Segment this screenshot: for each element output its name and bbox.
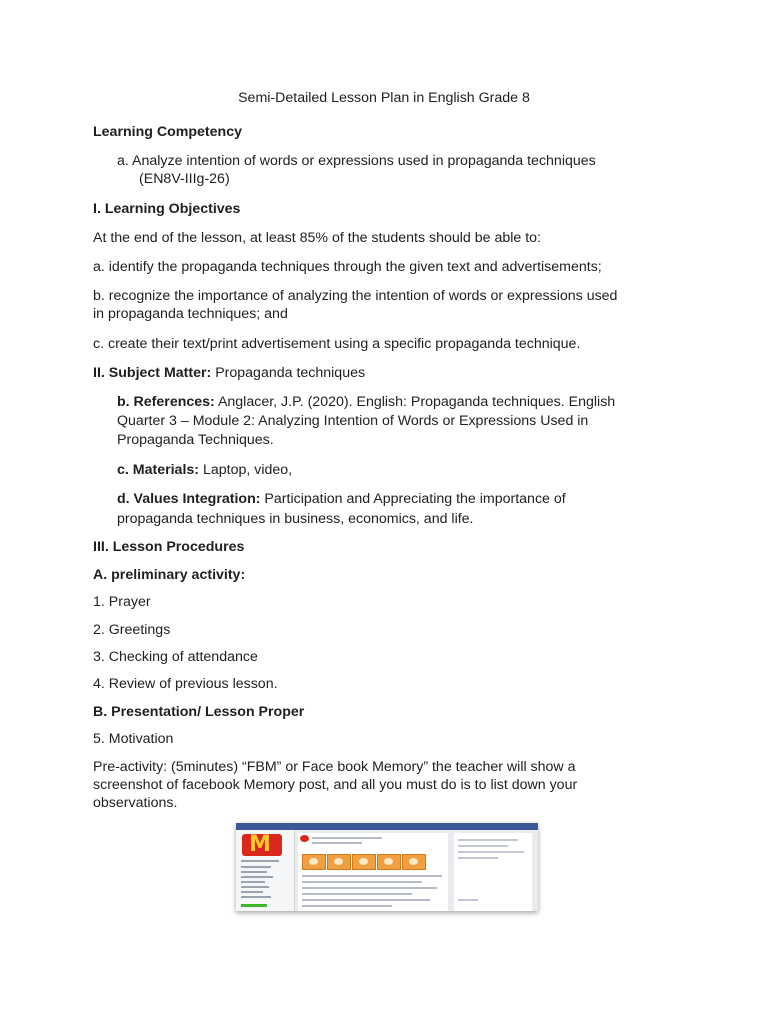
sidebar-line bbox=[241, 891, 263, 893]
competency-item-a-line1: a. Analyze intention of words or expressions used in propaganda techniques bbox=[117, 153, 596, 169]
screenshot-sidebar bbox=[236, 830, 295, 911]
sidebar-line bbox=[241, 866, 271, 868]
post-line bbox=[302, 893, 412, 895]
post-header-line bbox=[312, 842, 362, 844]
preactivity-line2: screenshot of facebook Memory post, and all you must do is to list down your bbox=[93, 777, 578, 793]
sidebar-button bbox=[241, 904, 267, 907]
objectives-intro: At the end of the lesson, at least 85% of the students should be able to: bbox=[93, 230, 542, 246]
panel-line bbox=[458, 845, 508, 847]
step-attendance: 3. Checking of attendance bbox=[93, 649, 258, 665]
objective-b-line2: in propaganda techniques; and bbox=[93, 306, 288, 322]
sidebar-line bbox=[241, 876, 273, 878]
values-line2: propaganda techniques in business, economics, and life. bbox=[117, 511, 474, 527]
sidebar-line bbox=[241, 871, 267, 873]
procedures-heading: III. Lesson Procedures bbox=[93, 539, 245, 555]
step-prayer: 1. Prayer bbox=[93, 594, 151, 610]
food-tile bbox=[327, 854, 351, 870]
presentation-heading: B. Presentation/ Lesson Proper bbox=[93, 704, 305, 720]
preactivity-line3: observations. bbox=[93, 795, 178, 811]
subject-matter-value: Propaganda techniques bbox=[211, 365, 366, 381]
learning-competency-heading: Learning Competency bbox=[93, 124, 242, 140]
post-line bbox=[302, 899, 430, 901]
mcdonalds-logo bbox=[242, 834, 282, 856]
post-line bbox=[302, 875, 442, 877]
screenshot-feed bbox=[298, 833, 448, 911]
food-tile bbox=[352, 854, 376, 870]
screenshot-topbar bbox=[236, 823, 538, 830]
subject-matter-label: II. Subject Matter: bbox=[93, 365, 212, 381]
references-line3: Propaganda Techniques. bbox=[117, 432, 274, 448]
panel-line bbox=[458, 839, 518, 841]
facebook-memory-screenshot bbox=[236, 823, 538, 911]
post-header-line bbox=[312, 837, 382, 839]
references-label: b. References: bbox=[117, 394, 215, 410]
materials-label: c. Materials: bbox=[117, 462, 200, 478]
sidebar-line bbox=[241, 881, 265, 883]
objective-a: a. identify the propaganda techniques through the given text and advertisements; bbox=[93, 259, 602, 275]
references-line2: Quarter 3 – Module 2: Analyzing Intention of Words or Expressions Used in bbox=[117, 413, 589, 429]
preliminary-heading: A. preliminary activity: bbox=[93, 567, 246, 583]
materials-value: Laptop, video, bbox=[199, 462, 293, 478]
sidebar-line bbox=[241, 896, 271, 898]
references-text-1: Anglacer, J.P. (2020). English: Propaganda techniques. English bbox=[214, 394, 616, 410]
references-line1 bbox=[117, 393, 675, 411]
preactivity-line1: Pre-activity: (5minutes) “FBM” or Face book Memory” the teacher will show a bbox=[93, 759, 576, 775]
values-line1 bbox=[117, 490, 675, 508]
competency-item-a-line2: (EN8V-IIIg-26) bbox=[139, 171, 230, 187]
objective-c: c. create their text/print advertisement using a specific propaganda technique. bbox=[93, 336, 581, 352]
objectives-heading: I. Learning Objectives bbox=[93, 201, 241, 217]
screenshot-right-panel bbox=[454, 833, 532, 911]
panel-line bbox=[458, 851, 524, 853]
post-line bbox=[302, 887, 437, 889]
values-text-1: Participation and Appreciating the importance of bbox=[260, 491, 566, 507]
sidebar-line bbox=[241, 886, 269, 888]
food-tile bbox=[377, 854, 401, 870]
panel-line bbox=[458, 857, 498, 859]
document-title: Semi-Detailed Lesson Plan in English Grade 8 bbox=[238, 90, 530, 106]
materials-line bbox=[117, 461, 675, 479]
post-avatar bbox=[300, 835, 309, 842]
subject-matter-line bbox=[93, 364, 675, 382]
step-greetings: 2. Greetings bbox=[93, 622, 171, 638]
panel-line bbox=[458, 899, 478, 901]
logo-letter: M bbox=[249, 832, 271, 857]
motivation-line: 5. Motivation bbox=[93, 731, 174, 747]
sidebar-line bbox=[241, 860, 279, 862]
values-label: d. Values Integration: bbox=[117, 491, 261, 507]
food-tile bbox=[302, 854, 326, 870]
objective-b-line1: b. recognize the importance of analyzing the intention of words or expressions used bbox=[93, 288, 618, 304]
post-line bbox=[302, 881, 422, 883]
food-tile bbox=[402, 854, 426, 870]
post-line bbox=[302, 905, 392, 907]
step-review: 4. Review of previous lesson. bbox=[93, 676, 278, 692]
